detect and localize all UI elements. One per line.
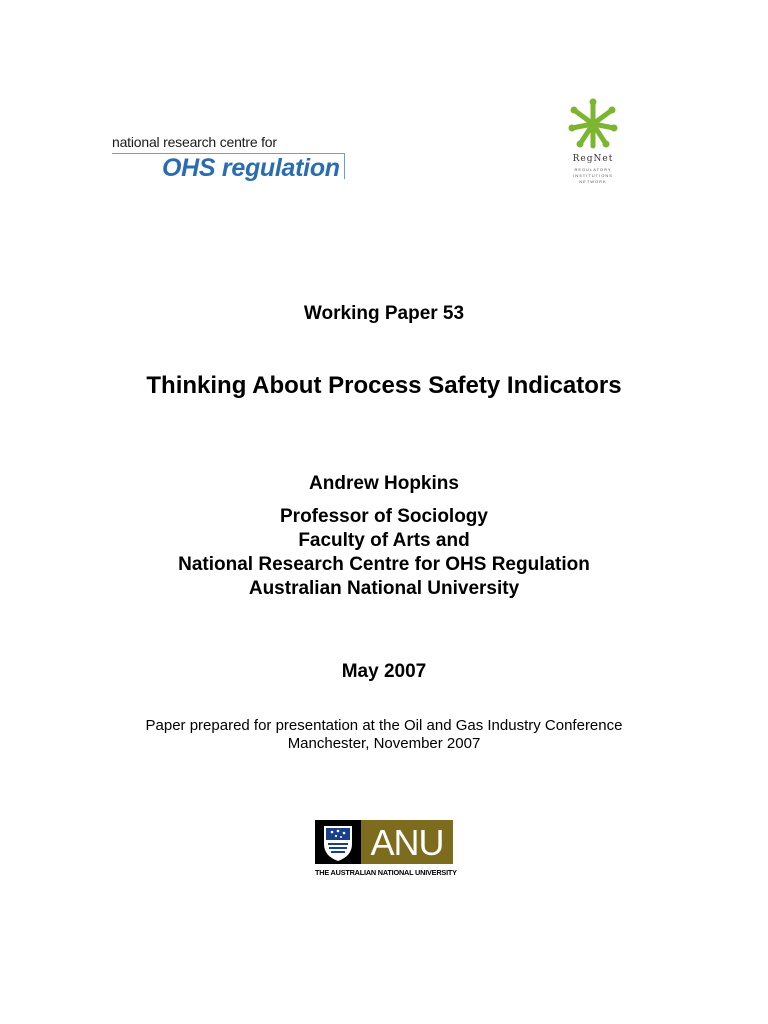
conference-note: Paper prepared for presentation at the Oil and Gas Industry Conference (145, 717, 623, 734)
anu-wordmark: ANU (370, 822, 444, 863)
affiliation-line: Faculty of Arts and (298, 530, 470, 551)
anu-logo (315, 820, 455, 880)
regnet-logo (562, 98, 624, 190)
conference-note: Manchester, November 2007 (287, 735, 481, 752)
regnet-tree-icon (566, 98, 620, 150)
paper-date: May 2007 (341, 661, 427, 682)
ohs-logo-vertical-rule (344, 153, 345, 179)
ohs-logo-big-text: OHS regulation (162, 154, 340, 182)
anu-crest-icon (315, 820, 361, 864)
affiliation-line: Professor of Sociology (280, 506, 488, 527)
regnet-subtitle-line-2: INSTITUTIONS (573, 173, 613, 178)
regnet-name: RegNet (572, 154, 614, 164)
paper-title: Thinking About Process Safety Indicators (146, 372, 622, 399)
ohs-logo-small-text: national research centre for (112, 134, 277, 150)
anu-subtitle: THE AUSTRALIAN NATIONAL UNIVERSITY (315, 868, 457, 877)
ohs-regulation-logo (112, 134, 348, 182)
working-paper-number: Working Paper 53 (303, 303, 465, 324)
affiliation-line: National Research Centre for OHS Regulation (178, 554, 590, 575)
author-name: Andrew Hopkins (309, 473, 459, 494)
affiliation-line: Australian National University (248, 578, 520, 599)
anu-crest (315, 820, 361, 864)
regnet-subtitle-line-1: REGULATORY (574, 167, 612, 172)
regnet-subtitle-line-3: NETWORK (579, 179, 607, 184)
